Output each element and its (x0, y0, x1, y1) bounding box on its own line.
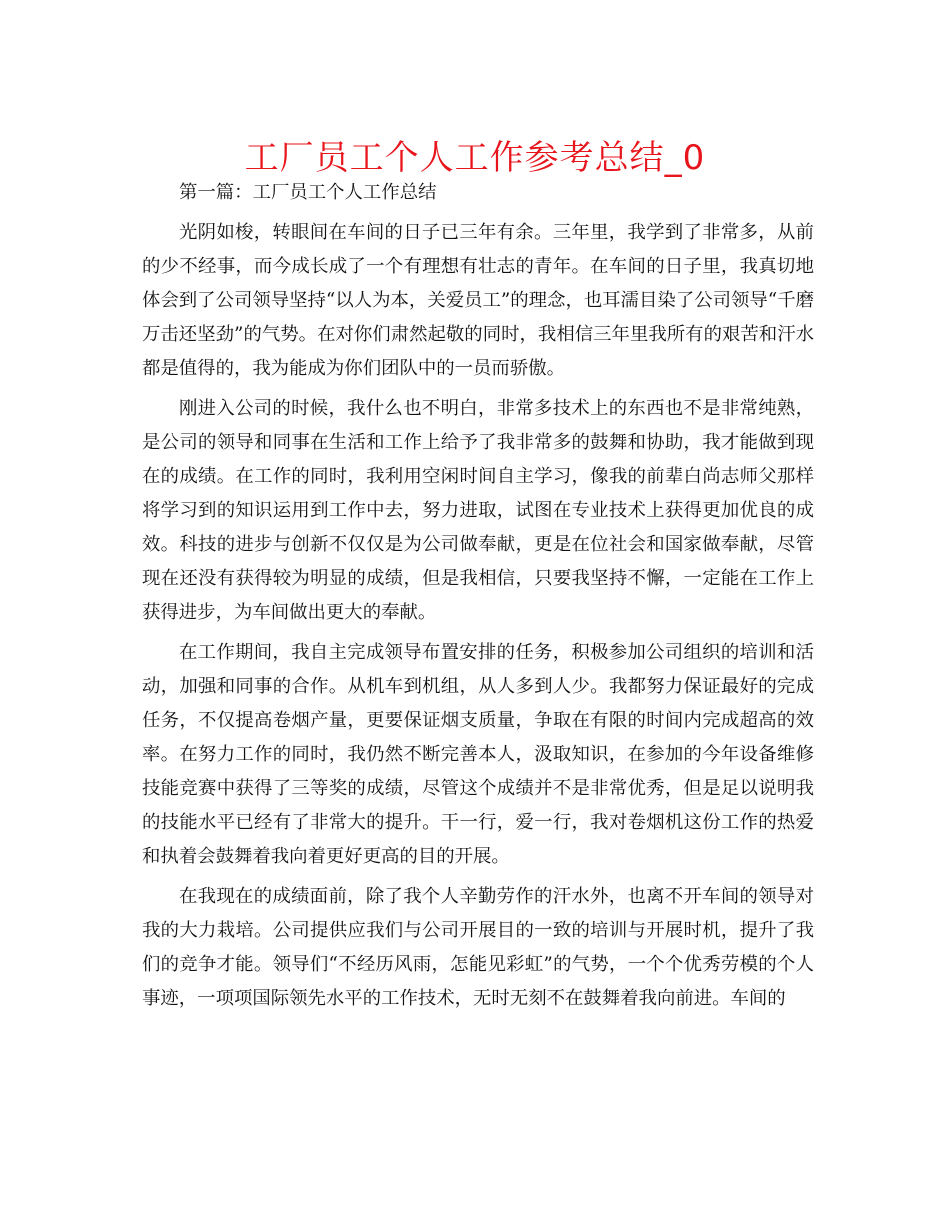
section-subtitle: 第一篇：工厂员工个人工作总结 (179, 182, 437, 203)
paragraph-2: 刚进入公司的时候，我什么也不明白，非常多技术上的东西也不是非常纯熟，是公司的领导和同事在生活和工作上给予了我非常多的鼓舞和协助，我才能做到现在的成绩。在工作的同时，我利用空闲时间自主学习，像我的前辈白尚志师父那样将学习到的知识运用到工作中去，努力进取，试图在专业技术上获得更加优良的成效。科技的进步与创新不仅仅是为公司做奉献，更是在位社会和国家做奉献，尽管现在还没有获得较为明显的成绩，但是我相信，只要我坚持不懈，一定能在工作上获得进步，为车间做出更大的奉献。 (142, 398, 814, 623)
paragraph-4: 在我现在的成绩面前，除了我个人辛勤劳作的汗水外，也离不开车间的领导对我的大力栽培。公司提供应我们与公司开展目的一致的培训与开展时机，提升了我们的竞争才能。领导们“不经历风雨，怎能见彩虹”的气势，一个个优秀劳模的个人事迹，一项项国际领先水平的工作技术，无时无刻不在鼓舞着我向前进。车间的 (142, 886, 814, 1009)
paragraph-1: 光阴如梭，转眼间在车间的日子已三年有余。三年里，我学到了非常多，从前的少不经事，而今成长成了一个有理想有壮志的青年。在车间的日子里，我真切地体会到了公司领导坚持“以人为本，关爱员工”的理念，也耳濡目染了公司领导“千磨万击还坚劲”的气势。在对你们肃然起敬的同时，我相信三年里我所有的艰苦和汗水都是值得的，我为能成为你们团队中的一员而骄傲。 (142, 222, 814, 379)
document-title: 工厂员工个人工作参考总结_0 (244, 138, 706, 178)
document-body (142, 176, 814, 1016)
paragraph-3: 在工作期间，我自主完成领导布置安排的任务，积极参加公司组织的培训和活动，加强和同事的合作。从机车到机组，从人多到人少。我都努力保证最好的完成任务，不仅提高卷烟产量，更要保证烟支质量，争取在有限的时间内完成超高的效率。在努力工作的同时，我仍然不断完善本人，汲取知识，在参加的今年设备维修技能竞赛中获得了三等奖的成绩，尽管这个成绩并不是非常优秀，但是足以说明我的技能水平已经有了非常大的提升。干一行，爱一行，我对卷烟机这份工作的热爱和执着会鼓舞着我向着更好更高的目的开展。 (142, 642, 814, 867)
